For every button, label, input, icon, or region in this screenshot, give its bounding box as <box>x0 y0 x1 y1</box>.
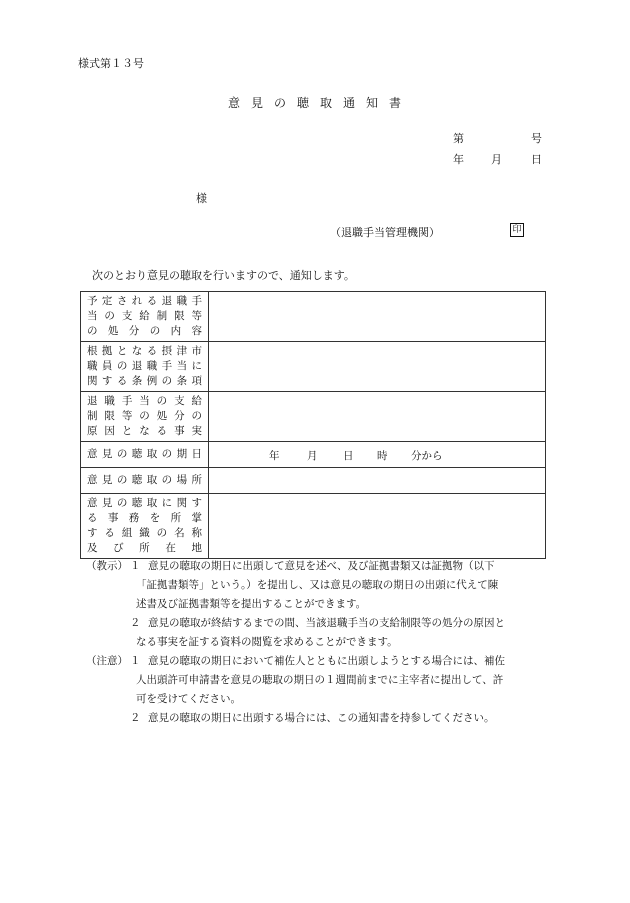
note-number: ２ <box>130 712 141 724</box>
hearing-month: 月 <box>307 449 318 462</box>
label-line: 職員の退職手当に <box>87 360 202 372</box>
note-line: 述書及び証拠書類等を提出することができます。 <box>136 598 367 610</box>
ordinance-article-value[interactable] <box>209 342 546 392</box>
table-row <box>81 468 546 494</box>
kyoji-note-2 <box>86 614 551 652</box>
chui-note-1 <box>86 652 551 709</box>
hearing-hour: 時 <box>377 449 388 462</box>
disposition-content-value[interactable] <box>209 292 546 342</box>
issuer-name: （退職手当管理機関） <box>330 226 440 239</box>
chui-label: （注意） <box>86 655 128 667</box>
date-day: 日 <box>531 153 542 166</box>
note-line: 意見の聴取の期日に出頭する場合には、この通知書を持参してください。 <box>148 712 495 724</box>
cause-facts-value[interactable] <box>209 392 546 442</box>
note-line: 意見の聴取が終結するまでの間、当該退職手当の支給制限等の処分の原因と <box>148 617 505 629</box>
label-line: 根拠となる摂津市 <box>87 345 202 357</box>
note-line: 人出頭許可申請書を意見の聴取の期日の１週間前までに主宰者に提出して、許 <box>136 674 504 686</box>
row-label-disposition-content <box>81 292 209 342</box>
note-number: ２ <box>130 617 141 629</box>
label-line: 及び所在地 <box>87 542 202 554</box>
notes-section <box>86 557 551 728</box>
table-row <box>81 342 546 392</box>
label-line: 関する条例の条項 <box>87 375 202 387</box>
date-month: 月 <box>491 153 502 166</box>
label-line: 制限等の処分の <box>87 410 202 422</box>
label-line: の処分の内容 <box>87 325 202 337</box>
row-label-organization <box>81 494 209 559</box>
number-prefix: 第 <box>453 132 464 145</box>
label-line: 退職手当の支給 <box>87 395 202 407</box>
note-number: １ <box>130 560 141 572</box>
note-line: 意見の聴取の期日に出頭して意見を述べ、及び証拠書類又は証拠物（以下 <box>148 560 495 572</box>
hearing-year: 年 <box>269 449 280 462</box>
kyoji-note-1 <box>86 557 551 614</box>
row-label-hearing-date <box>81 442 209 468</box>
hearing-place-value[interactable] <box>209 468 546 494</box>
document-title: 意見の聴取通知書 <box>228 96 413 110</box>
note-line: 意見の聴取の期日において補佐人とともに出頭しようとする場合には、補佐 <box>148 655 505 667</box>
table-row <box>81 442 546 468</box>
label-line: 原因となる事実 <box>87 425 202 437</box>
label-line: 意見の聴取の場所 <box>87 474 202 486</box>
label-line: する組織の名称 <box>87 527 202 539</box>
label-line: 意見の聴取の期日 <box>87 448 202 460</box>
number-suffix: 号 <box>531 132 542 145</box>
table-row <box>81 292 546 342</box>
chui-note-2 <box>86 709 551 728</box>
hearing-date-value[interactable] <box>209 442 546 468</box>
addressee-suffix: 様 <box>196 192 207 205</box>
date-year: 年 <box>453 153 464 166</box>
table-row <box>81 494 546 559</box>
row-label-hearing-place <box>81 468 209 494</box>
note-number: １ <box>130 655 141 667</box>
label-line: 意見の聴取に関す <box>87 497 202 509</box>
hearing-minute: 分から <box>411 449 443 462</box>
note-line: なる事実を証する資料の閲覧を求めることができます。 <box>136 636 398 648</box>
row-label-cause-facts <box>81 392 209 442</box>
note-line: 「証拠書類等」という。）を提出し、又は意見の聴取の期日の出頭に代えて陳 <box>136 579 499 591</box>
organization-value[interactable] <box>209 494 546 559</box>
kyoji-label: （教示） <box>86 560 128 572</box>
hearing-details-table <box>80 291 546 559</box>
label-line: る事務を所掌 <box>87 512 202 524</box>
label-line: 当の支給制限等 <box>87 310 202 322</box>
table-row <box>81 392 546 442</box>
row-label-ordinance-article <box>81 342 209 392</box>
note-line: 可を受けてください。 <box>136 693 241 705</box>
hearing-day: 日 <box>343 449 354 462</box>
seal-mark: 印 <box>510 223 524 237</box>
label-line: 予定される退職手 <box>87 295 202 307</box>
form-number: 様式第１３号 <box>78 57 144 70</box>
intro-text: 次のとおり意見の聴取を行いますので、通知します。 <box>92 269 355 282</box>
